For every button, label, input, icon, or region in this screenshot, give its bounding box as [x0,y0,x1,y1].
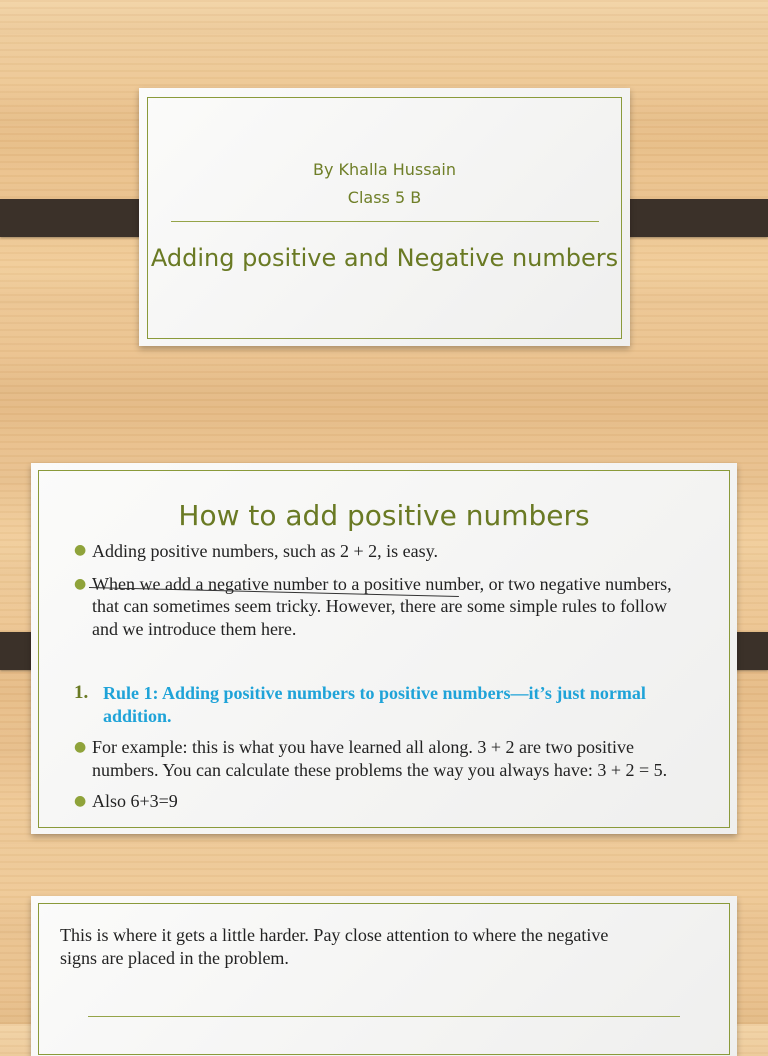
rule-number: 1. [74,682,89,703]
bullet-text-2-line-1: When we add a negative number to a positive number, or two negative numbers, [92,574,672,594]
title-band-left [0,199,155,237]
presentation-title: Adding positive and Negative numbers [150,244,619,272]
next-slide-divider [88,1016,680,1017]
next-slide [31,896,737,1056]
title-band-right [613,199,768,237]
slide-heading: How to add positive numbers [178,499,590,532]
rule-heading-line-1: Rule 1: Adding positive numbers to positive numbers—it’s just normal [103,683,646,703]
title-divider [171,221,599,222]
author-name: By Khalla Hussain [313,160,456,179]
bullet-icon: ● [74,542,87,558]
bullet-text-2-line-2: that can sometimes seem tricky. However, there are some simple rules to follow [92,596,667,616]
bullet-text-1: Adding positive numbers, such as 2 + 2, is easy. [92,541,438,561]
example-text-line-2: numbers. You can calculate these problems the way you always have: 3 + 2 = 5. [92,760,668,780]
intro-text-line-2: signs are placed in the problem. [60,948,289,968]
title-slide-frame [147,97,622,339]
bullet-icon: ● [74,793,87,809]
title-slide [139,88,630,346]
also-example-text: Also 6+3=9 [92,791,178,811]
class-name: Class 5 B [347,188,422,207]
intro-text-line-1: This is where it gets a little harder. Pay close attention to where the negative [60,925,609,945]
bullet-icon: ● [74,576,87,592]
bullet-text-2-line-3: and we introduce them here. [92,619,297,639]
content-slide [31,463,737,834]
bullet-icon: ● [74,739,87,755]
rule-heading-line-2: addition. [103,706,172,726]
example-text-line-1: For example: this is what you have learned all along. 3 + 2 are two positive [92,737,635,757]
